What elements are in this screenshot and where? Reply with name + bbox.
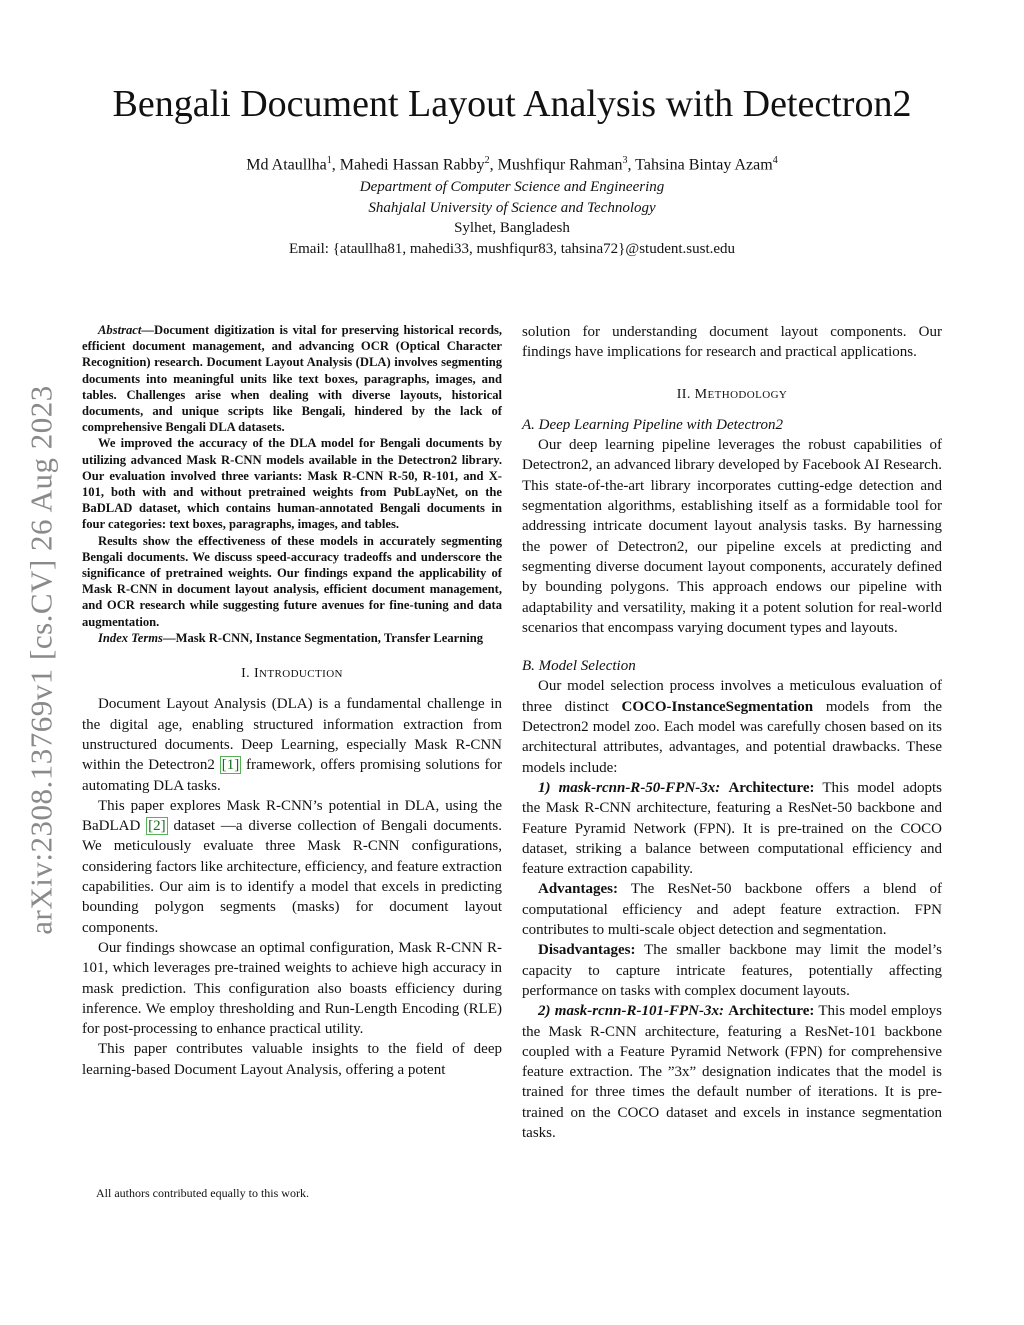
intro-paragraph: Document Layout Analysis (DLA) is a fundamental challenge in the digital age, enabling structured information extraction from unstructured documents. Deep Learning, especially Mask R-CNN within the Detectron2 [1] framework, offers promising solutions for automating DLA tasks. bbox=[82, 696, 503, 794]
abstract-paragraph: Abstract—Document digitization is vital for preserving historical records, efficient document management, and advancing OCR (Optical Character Recognition) research. Document Layout Analysis (DLA) involves segmenting documents into meaningful units like text boxes, paragraphs, images, and tables. Challenges arise when dealing with diverse layouts, historical documents, and unique scripts like Bengali, hindered by the lack of comprehensive Bengali DLA datasets. bbox=[82, 323, 502, 435]
intro-continuation: solution for understanding document layout components. Our findings have implications for research and practical applications. bbox=[522, 324, 942, 361]
footnote: All authors contributed equally to this work. bbox=[96, 1186, 309, 1200]
citation-link[interactable]: [1] bbox=[221, 757, 240, 774]
pipeline-paragraph: Our deep learning pipeline leverages the robust capabilities of Detectron2, an advanced library developed by Facebook AI Research. This state-of-the-art library incorporates cutting-edge detection and segmentation algorithms, establishing itself as a formidable tool for addressing intricate document layout analysis tasks. By harnessing the power of Detectron2, our pipeline excels at predicting and segmenting diverse document layout components, accurately defined by bounding polygons. This approach endows our pipeline with adaptability and versatility, making it a potent solution for real-world scenarios that encompass varying document types and layouts. bbox=[522, 437, 942, 636]
affiliation-department: Department of Computer Science and Engineering bbox=[359, 179, 665, 195]
abstract bbox=[82, 322, 502, 646]
subsection-heading-pipeline: A. Deep Learning Pipeline with Detectron2 bbox=[522, 416, 784, 433]
intro-paragraph: Our findings showcase an optimal configuration, Mask R-CNN R-101, which leverages pre-trained weights to achieve high accuracy in mask prediction. This configuration also boasts efficiency during inference. We employ thresholding and Run-Length Encoding (RLE) for post-processing to enhance practical utility. bbox=[82, 939, 502, 1038]
model-1-paragraph: 1) mask-rcnn-R-50-FPN-3x: Architecture: This model adopts the Mask R-CNN architecture, featuring a ResNet-50 backbone and Feature Pyramid Network (FPN). It is pre-trained on the COCO dataset, striking a balance between computational efficiency and feature extraction capability. bbox=[522, 779, 942, 878]
author-list: Md Ataullha$^1$, Mahedi Hassan Rabby$^2$, Mushfiqur Rahman$^3$, Tahsina Bintay Azam$^4$ bbox=[246, 155, 778, 174]
citation-link[interactable]: [2] bbox=[148, 818, 166, 835]
left-column bbox=[82, 322, 502, 1080]
section-heading-methodology: II. METHODOLOGY bbox=[676, 386, 788, 402]
section-heading-introduction: I. INTRODUCTION bbox=[241, 666, 343, 682]
model-1-advantages: Advantages: The ResNet-50 backbone offers a blend of computational efficiency and adept feature extraction. FPN contributes to multi-scale object detection and segmentation. bbox=[522, 881, 942, 939]
abstract-paragraph: We improved the accuracy of the DLA model for Bengali documents by utilizing advanced Mask R-CNN models available in the Detectron2 library. Our evaluation involved three variants: Mask R-CNN R-50, R-101, and X-101, both with and without pretrained weights from PubLayNet, on the BaDLAD dataset, which contains human-annotated Bengali documents in four categories: text boxes, paragraphs, images, and tables. bbox=[82, 436, 502, 532]
index-terms: Index Terms—Mask R-CNN, Instance Segmentation, Transfer Learning bbox=[98, 630, 484, 645]
arxiv-identifier: arXiv:2308.13769v1 [cs.CV] 26 Aug 2023 bbox=[24, 385, 59, 935]
paper-title: Bengali Document Layout Analysis with Detectron2 bbox=[112, 83, 912, 125]
intro-paragraph: This paper explores Mask R-CNN’s potential in DLA, using the BaDLAD [2] dataset —a diverse collection of Bengali documents. We meticulously evaluate three Mask R-CNN configurations, considering factors like architecture, efficiency, and feature extraction capabilities. Our aim is to identify a model that excels in predicting bounding polygon segments (masks) for document layout components. bbox=[82, 797, 502, 936]
subsection-heading-model-selection: B. Model Selection bbox=[522, 658, 636, 675]
model-1-disadvantages: Disadvantages: The smaller backbone may limit the model’s capacity to capture intricate features, potentially affecting performance on tasks with complex document layouts. bbox=[522, 942, 942, 999]
right-column bbox=[522, 322, 942, 1143]
model-2-paragraph: 2) mask-rcnn-R-101-FPN-3x: Architecture: This model employs the Mask R-CNN architecture, featuring a ResNet-101 backbone coupled with a Feature Pyramid Network (FPN) for comprehensive feature extraction. The ”3x” designation indicates that the model is trained for three times the default number of iterations. It is pre-trained on the COCO dataset and excels in instance segmentation tasks. bbox=[522, 1003, 942, 1141]
affiliation-university: Shahjalal University of Science and Technology bbox=[368, 200, 656, 216]
author-emails: Email: {ataullha81, mahedi33, mushfiqur83, tahsina72}@student.sust.edu bbox=[288, 241, 736, 257]
intro-paragraph: This paper contributes valuable insights to the field of deep learning-based Document Layout Analysis, offering a potent bbox=[82, 1041, 502, 1078]
affiliation-city: Sylhet, Bangladesh bbox=[454, 220, 570, 236]
model-selection-paragraph: Our model selection process involves a meticulous evaluation of three distinct COCO-InstanceSegmentation models from the Detectron2 model zoo. Each model was carefully chosen based on its architectural attributes, advantages, and potential drawbacks. These models include: bbox=[522, 678, 942, 776]
abstract-paragraph: Results show the effectiveness of these models in accurately segmenting Bengali documents. We discuss speed-accuracy tradeoffs and underscore the significance of pretrained weights. Our findings expand the applicability of Mask R-CNN in document layout analysis, efficient document management, and OCR research while suggesting future avenues for fine-tuning and data augmentation. bbox=[82, 533, 502, 629]
